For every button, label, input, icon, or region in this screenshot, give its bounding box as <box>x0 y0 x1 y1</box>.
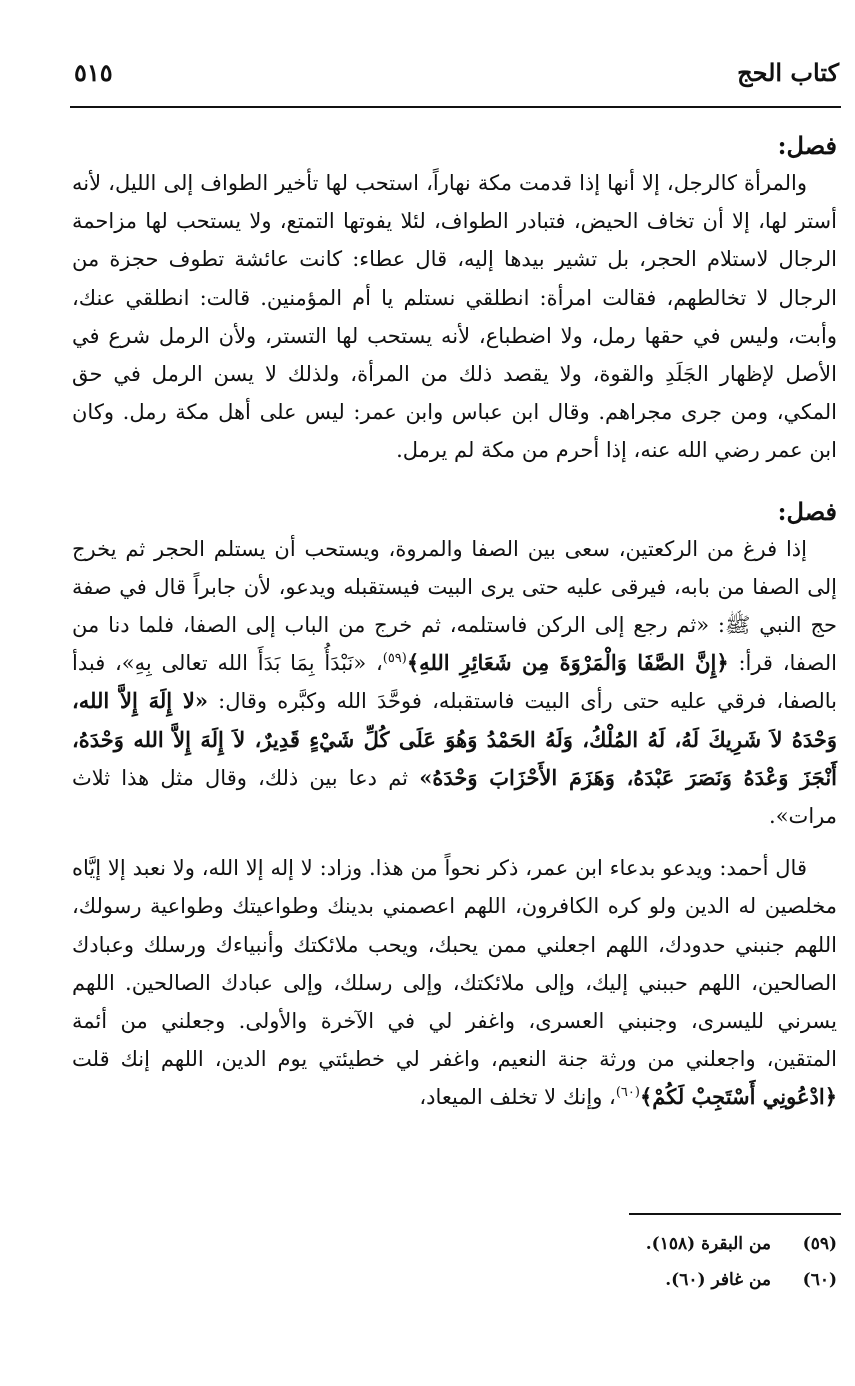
footnote-reference: (٦٠) <box>615 1085 640 1101</box>
hadith-quote: «لا إِلَهَ إِلاَّ الله، وَحْدَهُ لاَ شَرِيكَ لَهُ، لَهُ المُلْكُ، وَلَهُ الحَمْدُ وَهُوَ عَلَى كُلِّ شَيْءٍ قَدِيرٌ، لاَ إِلَهَ إِلاَّ الله وَحْدَهُ، أَنْجَزَ وَعْدَهُ وَنَصَرَ عَبْدَهُ، وَهَزَمَ الأَحْزَابَ وَحْدَهُ» <box>72 688 837 790</box>
section-heading: فصل: <box>777 131 837 160</box>
footnote-divider <box>629 1213 841 1215</box>
paragraph <box>72 849 837 1116</box>
main-text <box>72 128 837 1117</box>
footnote-number: (٦٠) <box>802 1270 837 1290</box>
paragraph-text: إذا فرغ من الركعتين، سعى بين الصفا والمروة، ويستحب أن يستلم الحجر ثم يخرج إلى الصفا من بابه، فيرقى عليه حتى يرى البيت فيستقبله ويدعو، لأن جابراً قال في صفة حج النبي ﷺ: «ثم رجع إلى الركن فاستلمه، ثم خرج من الباب إلى الصفا، فلما دنا من الصفا، قرأ: <box>72 536 837 676</box>
quran-verse: ﴿ادْعُونِي أَسْتَجِبْ لَكُمْ﴾ <box>639 1084 837 1110</box>
paragraph <box>72 530 837 836</box>
header-divider <box>70 106 841 108</box>
page-number: ٥١٥ <box>74 58 113 87</box>
paragraph: والمرأة كالرجل، إلا أنها إذا قدمت مكة نهاراً، استحب لها تأخير الطواف إلى الليل، لأنه أستر لها، إلا أن تخاف الحيض، فتبادر الطواف، لئلا يفوتها التمتع، ولا يستحب لها مزاحمة الرجال لاستلام الحجر، بل تشير بيدها إليه، قال عطاء: كانت عائشة تطوف حجزة من الرجال لا تخالطهم، فقالت امرأة: انطلقي نستلم يا أم المؤمنين. قالت: انطلقي عنك، وأبت، وليس في حقها رمل، ولا اضطباع، لأنه يستحب لها التستر، ولأن الرمل شرع في الأصل لإظهار الجَلَدِ والقوة، ولا يقصد ذلك من المرأة، ولذلك لا يسن الرمل في حق المكي، ومن جرى مجراهم. وقال ابن عباس وابن عمر: ليس على أهل مكة رمل. وكان ابن عمر رضي الله عنه، إذا أحرم من مكة لم يرمل. <box>72 171 837 463</box>
paragraph-text: ، «نَبْدَأُ بِمَا بَدَأَ الله تعالى بِهِ»، فبدأ بالصفا، فرقي عليه حتى رأى البيت فاستقبله، فوحَّدَ الله وكبَّره وقال: <box>72 651 837 714</box>
footnote <box>337 1262 837 1298</box>
footnote-reference: (٥٩) <box>382 651 407 667</box>
paragraph-text: قال أحمد: ويدعو بدعاء ابن عمر، ذكر نحواً من هذا. وزاد: لا إله إلا الله، ولا نعبد إلا إيَّاه مخلصين له الدين ولو كره الكافرون، اللهم اعصمني بدينك وطواعيتك وطواعية رسولك، اللهم جنبني حدودك، اللهم اجعلني ممن يحبك، ويحب ملائكتك وأنبياءك ورسلك وعبادك الصالحين، اللهم حببني إليك، وإلى ملائكتك، وإلى رسلك، وإلى عبادك الصالحين. اللهم يسرني لليسرى، وجنبني العسرى، واغفر لي في الآخرة والأولى. وجعلني من أئمة المتقين، واجعلني من ورثة جنة النعيم، واغفر لي خطيئتي يوم الدين، اللهم إنك قلت <box>72 856 837 1072</box>
footnote-number: (٥٩) <box>802 1234 837 1254</box>
running-header <box>74 56 839 96</box>
footnote <box>337 1226 837 1262</box>
section-heading: فصل: <box>777 496 837 526</box>
paragraph-text: ثم دعا بين ذلك، وقال مثل هذا ثلاث مرات». <box>72 765 837 829</box>
footnotes <box>337 1226 837 1298</box>
footnote-text: من غافر (٦٠). <box>665 1270 771 1290</box>
footnote-text: من البقرة (١٥٨). <box>645 1234 771 1254</box>
quran-verse: ﴿إِنَّ الصَّفَا وَالْمَرْوَةَ مِن شَعَائِرِ اللهِ﴾ <box>406 650 729 676</box>
chapter-title: كتاب الحج <box>737 58 839 87</box>
paragraph-text: ، وإنك لا تخلف الميعاد، <box>419 1085 616 1110</box>
